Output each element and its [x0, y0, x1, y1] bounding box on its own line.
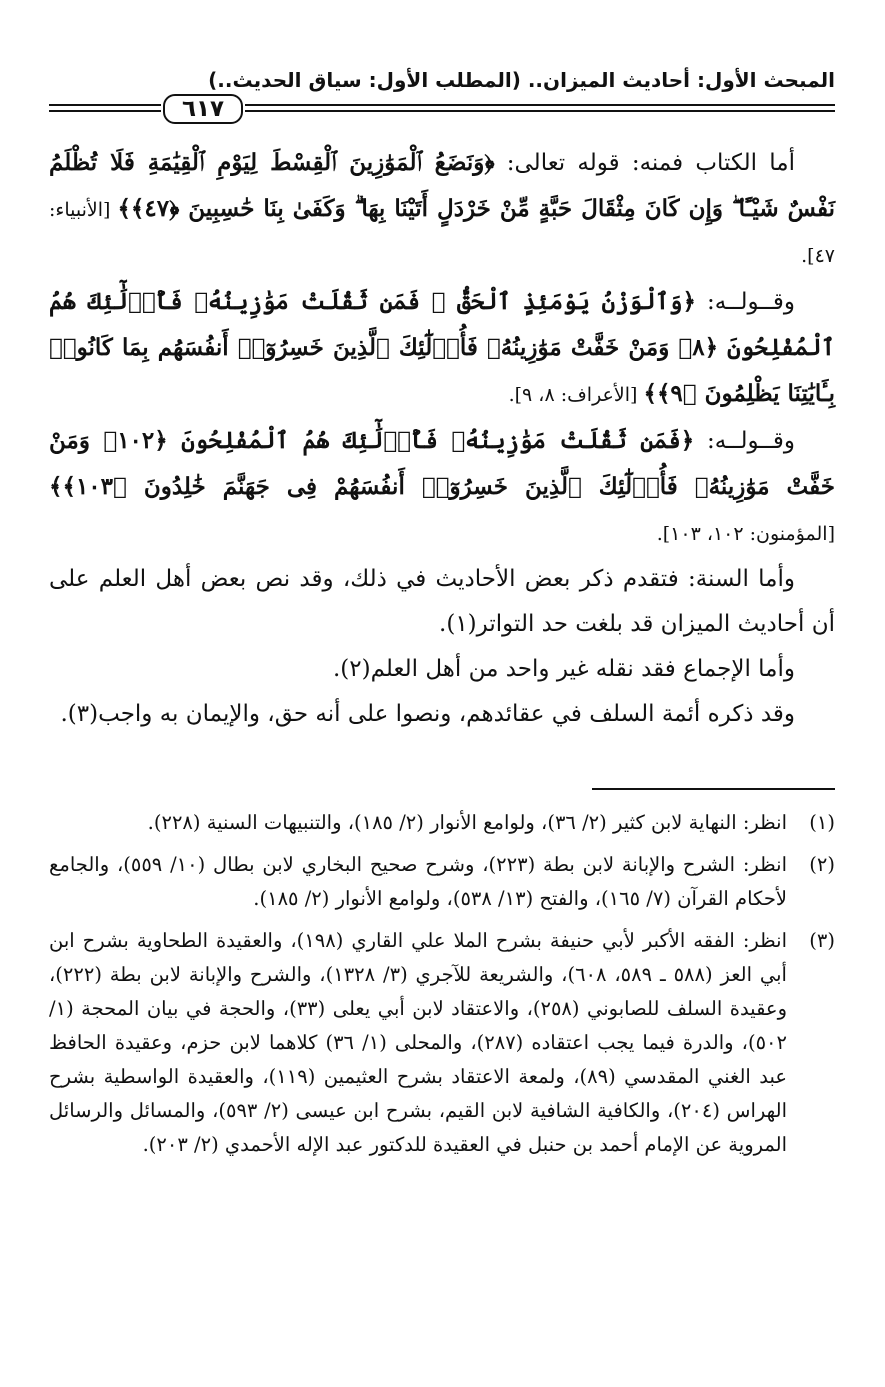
header-rule-line [49, 110, 161, 112]
footnote-2 [49, 848, 835, 916]
footnote-3 [49, 924, 835, 1162]
paragraph-araf [49, 279, 835, 418]
footnotes [49, 806, 835, 1170]
verse-reference: [الأنبياء: ٤٧]. [49, 199, 835, 267]
footnote-number: (٣) [809, 929, 835, 952]
paragraph-sunnah: وأما السنة: فتقدم ذكر بعض الأحاديث في ذلك، وقد نص بعض أهل العلم على أن أحاديث الميزان قد بلغت حد التواتر(١). [49, 566, 835, 637]
paragraph-intro: وقــولــه: [694, 428, 795, 454]
page-number: ٦١٧ [163, 94, 243, 124]
quran-verse: ﴿فَمَن ثَقُلَتْ مَوَٰزِينُهُۥ فَأُو۟لَٰٓئِكَ هُمُ ٱلْمُفْلِحُونَ ﴿١٠٢﴾ وَمَنْ خَفَّتْ مَوَٰزِينُهُۥ فَأُو۟لَٰٓئِكَ ٱلَّذِينَ خَسِرُوٓا۟ أَنفُسَهُمْ فِى جَهَنَّمَ خَٰلِدُونَ ﴿١٠٣﴾﴾ [49, 427, 835, 500]
quran-verse: ﴿وَٱلْوَزْنُ يَوْمَئِذٍ ٱلْحَقُّ ۚ فَمَن ثَقُلَتْ مَوَٰزِينُهُۥ فَأُو۟لَٰٓئِكَ هُمُ ٱلْمُفْلِحُونَ ﴿٨﴾ وَمَنْ خَفَّتْ مَوَٰزِينُهُۥ فَأُو۟لَٰٓئِكَ ٱلَّذِينَ خَسِرُوٓا۟ أَنفُسَهُم بِمَا كَانُوا۟ بِـَٔايَٰتِنَا يَظْلِمُونَ ﴿٩﴾﴾ [49, 288, 835, 407]
paragraph-ijma: وأما الإجماع فقد نقله غير واحد من أهل العلم(٢). [332, 656, 795, 682]
paragraph-intro: وقــولــه: [696, 289, 795, 315]
footnote-number: (١) [809, 811, 835, 834]
footnote-1 [49, 806, 835, 840]
header-rule-line [245, 104, 835, 106]
main-text [49, 140, 835, 737]
header-rule-line [49, 104, 161, 106]
verse-reference: [الأعراف: ٨، ٩]. [508, 384, 644, 406]
paragraph-muminun [49, 418, 835, 557]
footnote-text: انظر: الفقه الأكبر لأبي حنيفة بشرح الملا علي القاري (١٩٨)، والعقيدة الطحاوية بشرح ابن أبي العز (٥٨٨ ـ ٥٨٩، ٦٠٨)، والشريعة للآجري (٣/ ١٣٢٨)، والشرح والإبانة لابن بطة (٢٢٢)، وعقيدة السلف للصابوني (٢٥٨)، والاعتقاد لابن أبي يعلى (٣٣)، والحجة في بيان المحجة (١/ ٥٠٢)، والدرة فيما يجب اعتقاده (٢٨٧)، والمحلى (١/ ٣٦) كلاهما لابن حزم، وعقيدة الحافظ عبد الغني المقدسي (٨٩)، ولمعة الاعتقاد بشرح العثيمين (١١٩)، والعقيدة الواسطية بشرح الهراس (٢٠٤)، والكافية الشافية لابن القيم، بشرح ابن عيسى (٢/ ٥٩٣)، والمسائل والرسائل المروية عن الإمام أحمد بن حنبل في العقيدة للدكتور عبد الإله الأحمدي (٢/ ٢٠٣). [49, 929, 788, 1156]
paragraph-kitab [49, 140, 835, 279]
verse-reference: [المؤمنون: ١٠٢، ١٠٣]. [656, 523, 835, 545]
running-title: المبحث الأول: أحاديث الميزان.. (المطلب الأول: سياق الحديث..) [208, 68, 835, 92]
quran-verse: ﴿وَنَضَعُ ٱلْمَوَٰزِينَ ٱلْقِسْطَ لِيَوْمِ ٱلْقِيَٰمَةِ فَلَا تُظْلَمُ نَفْسٌ شَيْـًٔا ۖ وَإِن كَانَ مِثْقَالَ حَبَّةٍ مِّنْ خَرْدَلٍ أَتَيْنَا بِهَا ۗ وَكَفَىٰ بِنَا حَٰسِبِينَ ﴿٤٧﴾﴾ [49, 149, 835, 222]
paragraph-salaf: وقد ذكره أئمة السلف في عقائدهم، ونصوا على أنه حق، والإيمان به واجب(٣). [60, 701, 795, 727]
header-rule [49, 94, 835, 128]
footnote-number: (٢) [809, 853, 835, 876]
header-rule-line [245, 110, 835, 112]
paragraph-intro: أما الكتاب فمنه: قوله تعالى: [494, 150, 795, 176]
footnote-rule [592, 788, 835, 790]
footnote-text: انظر: الشرح والإبانة لابن بطة (٢٢٣)، وشرح صحيح البخاري لابن بطال (١٠/ ٥٥٩)، والجامع لأحكام القرآن (٧/ ١٦٥)، والفتح (١٣/ ٥٣٨)، ولوامع الأنوار (٢/ ١٨٥). [49, 853, 787, 910]
footnote-text: انظر: النهاية لابن كثير (٢/ ٣٦)، ولوامع الأنوار (٢/ ١٨٥)، والتنبيهات السنية (٢٢٨). [147, 811, 787, 834]
